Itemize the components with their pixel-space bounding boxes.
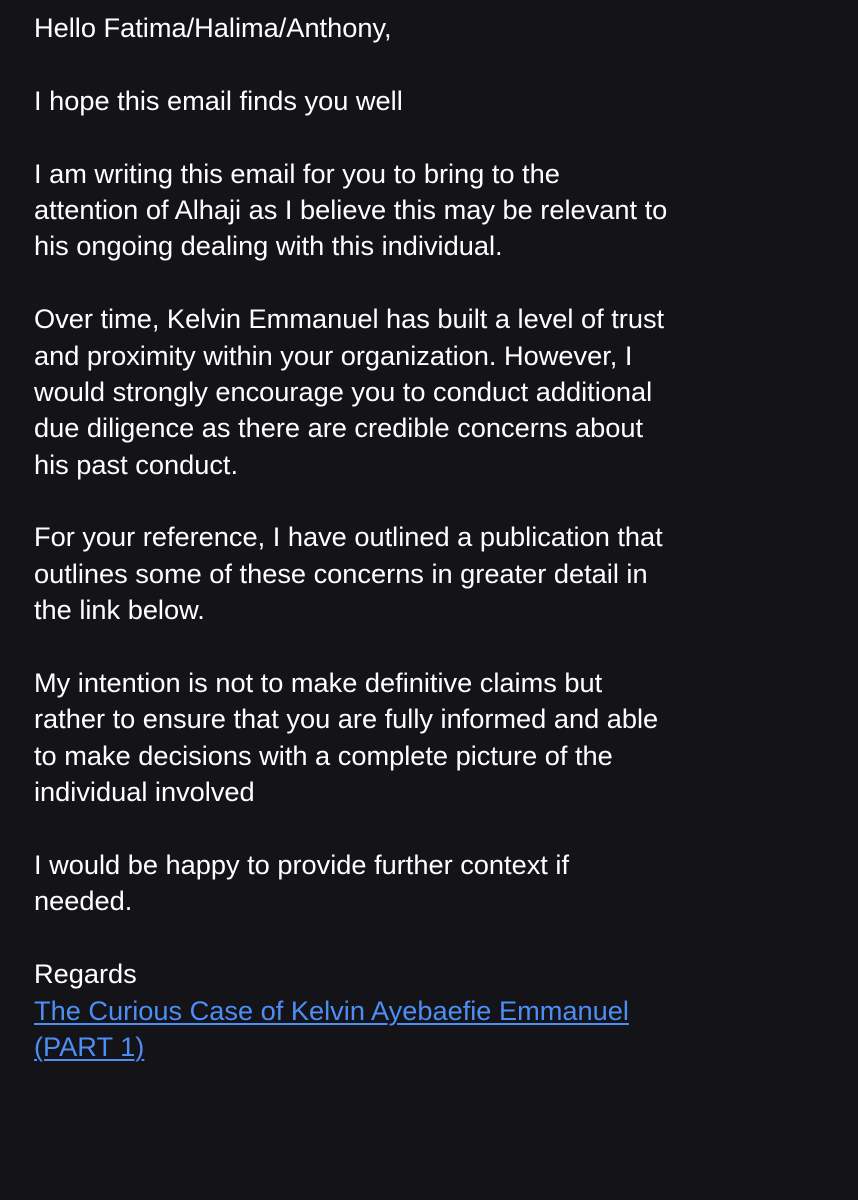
paragraph-gap (34, 629, 834, 665)
email-line: rather to ensure that you are fully informed and able (34, 703, 659, 735)
email-paragraph-2 (34, 156, 834, 265)
publication-link-line1[interactable]: The Curious Case of Kelvin Ayebaefie Emmanuel (34, 994, 629, 1026)
email-paragraph-6 (34, 847, 834, 920)
publication-link[interactable] (34, 993, 834, 1066)
email-line: attention of Alhaji as I believe this may be relevant to (34, 193, 668, 225)
email-line: For your reference, I have outlined a publication that (34, 521, 663, 553)
email-line: to make decisions with a complete picture of the (34, 739, 613, 771)
publication-link-line2[interactable]: (PART 1) (34, 1030, 145, 1062)
email-line: would strongly encourage you to conduct additional (34, 375, 653, 407)
email-line: My intention is not to make definitive claims but (34, 667, 603, 699)
email-line: I hope this email finds you well (34, 84, 403, 116)
paragraph-gap (34, 920, 834, 956)
email-line: his past conduct. (34, 448, 239, 480)
email-line: the link below. (34, 594, 205, 626)
email-line: and proximity within your organization. However, I (34, 339, 633, 371)
email-paragraph-3 (34, 301, 834, 483)
paragraph-gap (34, 483, 834, 519)
email-line: Over time, Kelvin Emmanuel has built a level of trust (34, 303, 665, 335)
email-line: individual involved (34, 776, 255, 808)
paragraph-gap (34, 265, 834, 301)
email-greeting: Hello Fatima/Halima/Anthony, (34, 12, 392, 43)
email-paragraph-4 (34, 519, 834, 628)
email-paragraph-1 (34, 83, 834, 119)
email-line: due diligence as there are credible concerns about (34, 412, 644, 444)
paragraph-gap (34, 119, 834, 155)
paragraph-gap (34, 46, 834, 82)
email-line: needed. (34, 885, 133, 917)
email-signoff: Regards (34, 958, 137, 990)
email-line: I would be happy to provide further context if (34, 848, 570, 880)
paragraph-gap (34, 811, 834, 847)
email-paragraph-5 (34, 665, 834, 811)
email-line: outlines some of these concerns in greater detail in (34, 557, 648, 589)
email-line: his ongoing dealing with this individual. (34, 230, 503, 262)
email-line: I am writing this email for you to bring to the (34, 157, 560, 189)
email-body (34, 0, 834, 1065)
